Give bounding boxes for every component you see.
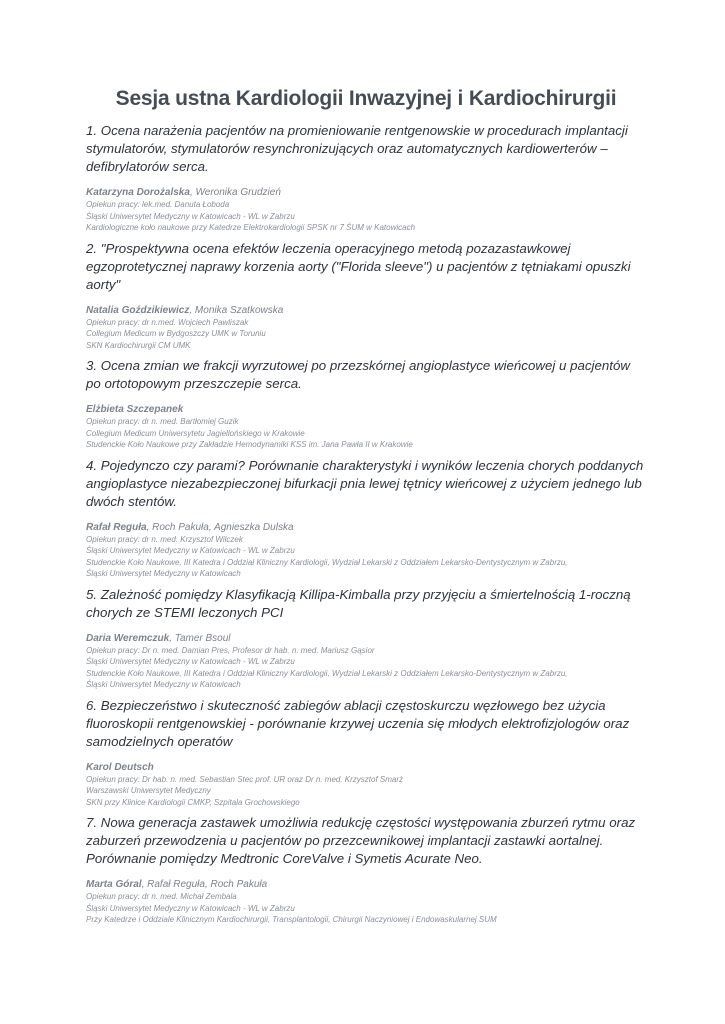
- abstract-title: 2. "Prospektywna ocena efektów leczenia operacyjnego metodą pozazastawkowej egzoprotetycznej naprawy korzenia aorty ("Florida sleeve") u pacjentów z tętniakami opuszki aorty": [86, 240, 631, 292]
- abstract-entry: [86, 586, 646, 691]
- affiliation-line: Studenckie Koło Naukowe, III Katedra i Oddział Kliniczny Kardiologii, Wydział Lekarski z Oddziałem Lekarsko-Dentystycznym w Zabrzu,: [86, 557, 568, 567]
- affiliation-line: Śląski Uniwersytet Medyczny w Katowicach - WL w Zabrzu: [86, 903, 295, 913]
- authors-line: [86, 521, 646, 534]
- abstract-entry: [86, 814, 646, 926]
- authors-line: [86, 632, 646, 645]
- authors-line: [86, 403, 646, 416]
- first-author: Natalia Goździkiewicz: [86, 304, 190, 316]
- supervisor-line: Opiekun pracy: dr n.med. Wojciech Pawliszak: [86, 317, 249, 327]
- co-authors: , Monika Szatkowska: [189, 304, 284, 316]
- affiliation-line: Śląski Uniwersytet Medyczny w Katowicach: [86, 569, 241, 578]
- supervisor-line: Opiekun pracy: Dr hab. n. med. Sebastian Stec prof. UR oraz Dr n. med. Krzysztof Smarż: [86, 774, 404, 784]
- abstract-title: 5. Zależność pomiędzy Klasyfikacją Killipa-Kimballa przy przyjęciu a śmiertelnością 1-roczną chorych ze STEMI leczonych PCI: [86, 586, 631, 620]
- co-authors: , Roch Pakuła, Agnieszka Dulska: [146, 521, 294, 533]
- abstract-title: 7. Nowa generacja zastawek umożliwia redukcję częstości występowania zburzeń rytmu oraz zaburzeń przewodzenia u pacjentów po przezcewnikowej implantacji zastawki aortalnej. Porównanie pomiędzy Medtronic CoreValve i Symetis Acurate Neo.: [86, 815, 636, 866]
- supervisor-line: Opiekun pracy: dr n. med. Bartłomiej Guzik: [86, 417, 239, 426]
- abstract-entry: [86, 240, 646, 352]
- affiliation-line: Śląski Uniwersytet Medyczny w Katowicach - WL w Zabrzu: [86, 657, 295, 666]
- affiliation-line: Studenckie Koło Naukowe przy Zakładzie Hemodynamiki KSS im. Jana Pawła II w Krakowie: [86, 440, 413, 449]
- co-authors: , Weronika Grudzień: [189, 187, 281, 198]
- affiliation-line: Śląski Uniwersytet Medyczny w Katowicach: [86, 680, 241, 689]
- authors-line: [86, 186, 646, 199]
- abstract-title: 4. Pojedynczo czy parami? Porównanie charakterystyki i wyników leczenia chorych poddanych angioplastyce niezabezpieczonej bifurkacji pnia lewej tętnicy wieńcowej z użyciem jednego lub dwóch stentów.: [86, 457, 644, 509]
- affiliation-line: SKN Kardiochirurgii CM UMK: [86, 340, 191, 350]
- affiliation-line: Przy Katedrze i Oddziale Klinicznym Kardiochirurgii, Transplantologii, Chirurgii Naczyniowej i Endowaskularnej SUM: [86, 915, 497, 924]
- abstract-entry: [86, 457, 646, 580]
- first-author: Marta Góral: [86, 879, 142, 890]
- authors-line: [86, 761, 646, 774]
- first-author: Karol Deutsch: [86, 761, 154, 773]
- first-author: Elżbieta Szczepanek: [86, 404, 184, 415]
- first-author: Rafał Reguła: [86, 521, 147, 533]
- affiliation-line: Warszawski Uniwersytet Medyczny: [86, 786, 211, 795]
- affiliation-line: Śląski Uniwersytet Medyczny w Katowicach - WL w Zabrzu: [86, 546, 295, 555]
- affiliation-line: Śląski Uniwersytet Medyczny w Katowicach - WL w Zabrzu: [86, 211, 295, 221]
- abstract-title: 3. Ocena zmian we frakcji wyrzutowej po przezskórnej angioplastyce wieńcowej u pacjentów po ortotopowym przeszczepie serca.: [86, 358, 630, 391]
- co-authors: , Tamer Bsoul: [169, 632, 231, 644]
- authors-line: [86, 878, 646, 891]
- abstract-title: 1. Ocena narażenia pacjentów na promieniowanie rentgenowskie w procedurach implantacji stymulatorów, stymulatorów resynchronizujących oraz automatycznych kardiowerterów – defibrylatorów serca.: [86, 123, 628, 174]
- supervisor-line: Opiekun pracy: Dr n. med. Damian Pres, Profesor dr hab. n. med. Mariusz Gąsior: [86, 645, 375, 655]
- co-authors: , Rafał Reguła, Roch Pakuła: [141, 879, 268, 890]
- affiliation-line: Collegium Medicum Uniwersytetu Jagiellońskiego w Krakowie: [86, 428, 305, 438]
- affiliation-line: Collegium Medicum w Bydgoszczy UMK w Toruniu: [86, 329, 266, 338]
- supervisor-line: Opiekun pracy: dr n. med. Krzysztof Wilczek: [86, 534, 243, 544]
- abstract-entry: [86, 122, 646, 234]
- affiliation-line: SKN przy Klinice Kardiologii CMKP, Szpitala Grochowskiego: [86, 797, 300, 807]
- first-author: Katarzyna Dorożalska: [86, 187, 190, 198]
- abstract-entry: [86, 357, 646, 451]
- authors-line: [86, 304, 646, 317]
- affiliation-line: Kardiologiczne koło naukowe przy Katedrze Elektrokardiologii SPSK nr 7 ŚUM w Katowicach: [86, 223, 416, 232]
- page-title: Sesja ustna Kardiologii Inwazyjnej i Kardiochirurgii: [115, 87, 617, 110]
- supervisor-line: Opiekun pracy: dr n. med. Michał Zembala: [86, 892, 237, 901]
- abstract-entry: [86, 697, 646, 809]
- abstract-title: 6. Bezpieczeństwo i skuteczność zabiegów ablacji częstoskurczu węzłowego bez użycia fluoroskopii rentgenowskiej - porównanie krzywej uczenia się młodych elektrofizjologów oraz samodzielnych operatów: [86, 697, 630, 749]
- supervisor-line: Opiekun pracy: lek.med. Danuta Łoboda: [86, 200, 230, 209]
- first-author: Daria Weremczuk: [86, 632, 170, 644]
- affiliation-line: Studenckie Koło Naukowe, III Katedra i Oddział Kliniczny Kardiologii, Wydział Lekarski z Oddziałem Lekarsko-Dentystycznym w Zabrzu,: [86, 668, 568, 678]
- document-page: [86, 86, 646, 932]
